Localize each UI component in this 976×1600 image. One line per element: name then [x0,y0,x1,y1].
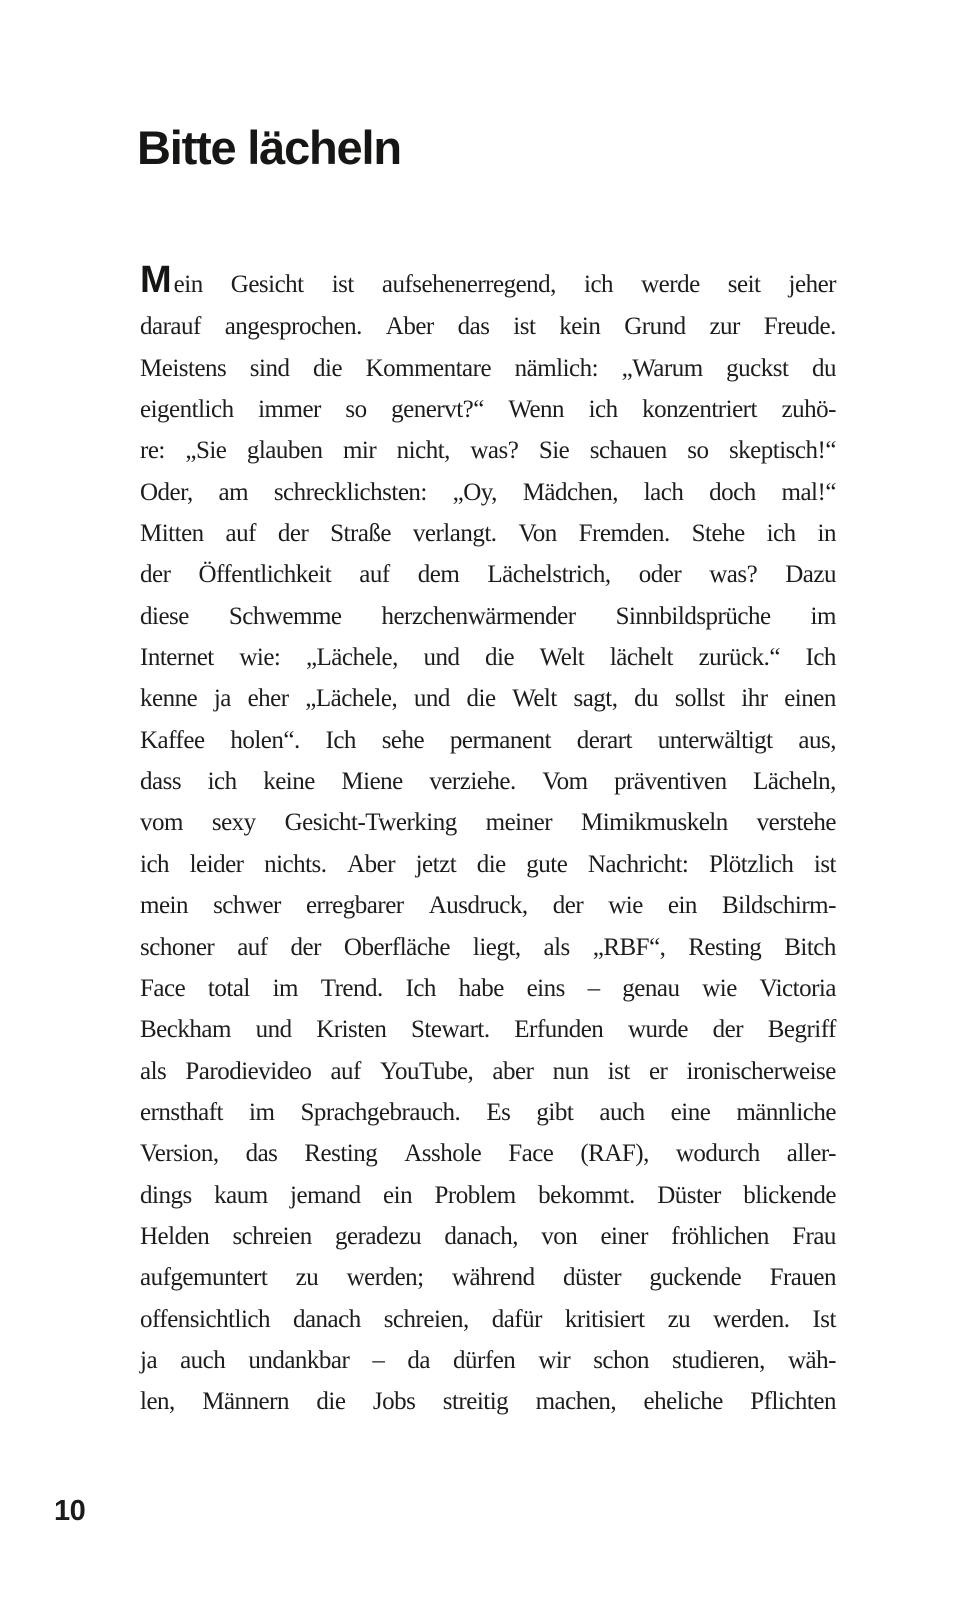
text-line: offensichtlich danach schreien, dafür kritisiert zu werden. Ist [140,1305,836,1333]
text-line: len, Männern die Jobs streitig machen, eheliche Pflichten [140,1388,836,1416]
text-line: Kaffee holen“. Ich sehe permanent derart unterwältigt aus, [140,726,836,754]
text-line: diese Schwemme herzchenwärmender Sinnbildsprüche im [140,602,836,630]
text-line: Internet wie: „Lächele, und die Welt lächelt zurück.“ Ich [140,644,836,672]
text-line: aufgemuntert zu werden; während düster guckende Frauen [140,1264,836,1292]
text-line: eigentlich immer so genervt?“ Wenn ich konzentriert zuhö- [140,396,836,424]
text-line: Mein Gesicht ist aufsehenerregend, ich werde seit jeher [140,259,836,301]
text-line: Version, das Resting Asshole Face (RAF), wodurch aller- [140,1140,836,1168]
text-line: Face total im Trend. Ich habe eins – genau wie Victoria [140,974,836,1002]
text-line: vom sexy Gesicht-Twerking meiner Mimikmuskeln verstehe [140,809,836,837]
text-line: Mitten auf der Straße verlangt. Von Fremden. Stehe ich in [140,520,836,548]
chapter-title: Bitte lächeln [137,121,401,174]
text-line: der Öffentlichkeit auf dem Lächelstrich, oder was? Dazu [140,561,836,589]
text-line: Helden schreien geradezu danach, von einer fröhlichen Frau [140,1222,836,1250]
text-line: schoner auf der Oberfläche liegt, als „RBF“, Resting Bitch [140,933,836,961]
body-text [140,259,836,1423]
text-line: ernsthaft im Sprachgebrauch. Es gibt auch eine männliche [140,1098,836,1126]
text-line: Beckham und Kristen Stewart. Erfunden wurde der Begriff [140,1016,836,1044]
page-number: 10 [54,1495,86,1527]
text-line: re: „Sie glauben mir nicht, was? Sie schauen so skeptisch!“ [140,437,836,465]
text-line: dings kaum jemand ein Problem bekommt. Düster blickende [140,1181,836,1209]
text-line: Oder, am schrecklichsten: „Oy, Mädchen, lach doch mal!“ [140,478,836,506]
text-line: darauf angesprochen. Aber das ist kein Grund zur Freude. [140,313,836,341]
text-line: ich leider nichts. Aber jetzt die gute Nachricht: Plötzlich ist [140,850,836,878]
raised-initial-cap: M [140,259,172,301]
text-line: dass ich keine Miene verziehe. Vom präventiven Lächeln, [140,768,836,796]
text-line: mein schwer erregbarer Ausdruck, der wie ein Bildschirm- [140,892,836,920]
text-line: als Parodievideo auf YouTube, aber nun ist er ironischerweise [140,1057,836,1085]
text-line: kenne ja eher „Lächele, und die Welt sagt, du sollst ihr einen [140,685,836,713]
text-line: Meistens sind die Kommentare nämlich: „Warum guckst du [140,354,836,382]
text-line: ja auch undankbar – da dürfen wir schon studieren, wäh- [140,1346,836,1374]
